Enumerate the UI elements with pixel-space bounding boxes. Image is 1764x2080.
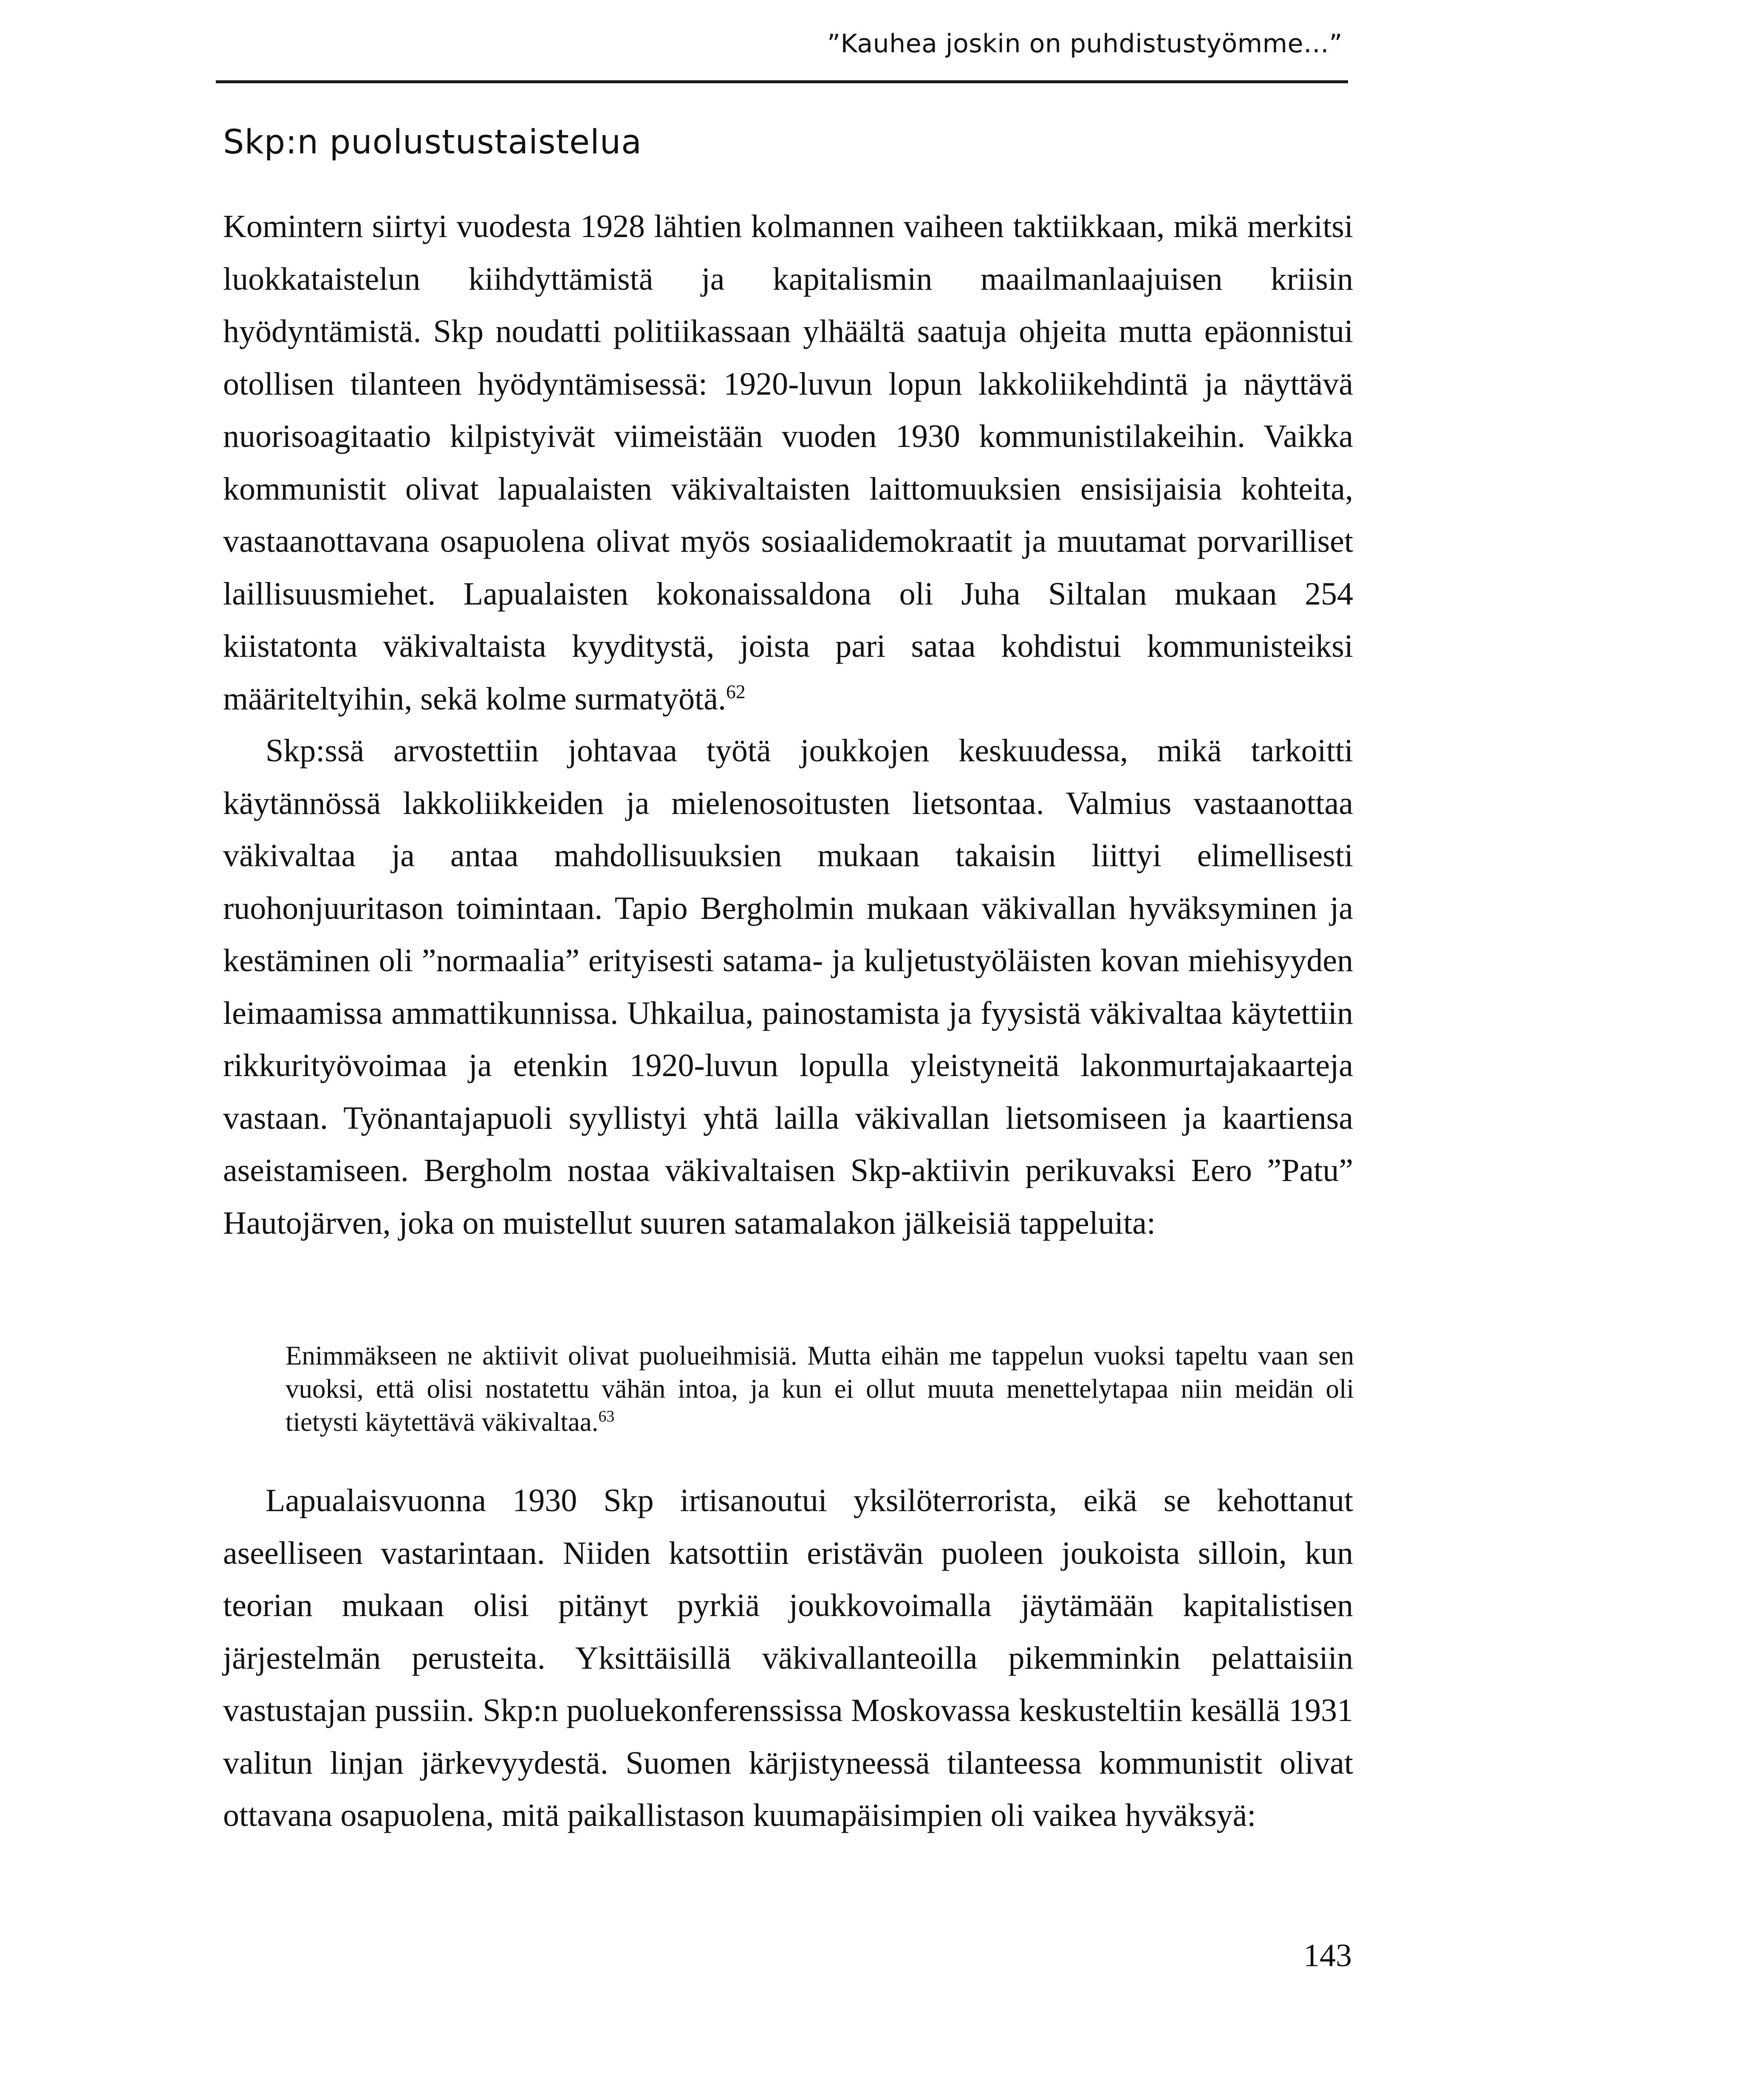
page-number: 143 xyxy=(1303,1938,1352,1973)
paragraph-text: Lapualaisvuonna 1930 Skp irtisanoutui yksilöterrorista, eikä se kehottanut aseelliseen vastarintaan. Niiden katsottiin eristävän puoleen joukoista silloin, kun teorian mukaan olisi pitänyt pyrkiä joukkovoimalla jäytämään kapitalistisen järjestelmän perusteita. Yksittäisillä väkivallanteoilla pikemminkin pelattaisiin vastustajan pussiin. Skp:n puoluekonferenssissa Moskovassa keskusteltiin kesällä 1931 valitun linjan järkevyydestä. Suomen kärjistyneessä tilanteessa kommunistit olivat ottavana osapuolena, mitä paikallistason kuumapäisimpien oli vaikea hyväksyä: xyxy=(223,1483,1353,1833)
footnote-marker: 62 xyxy=(726,681,746,703)
block-quote xyxy=(286,1339,1354,1438)
paragraph-text: Komintern siirtyi vuodesta 1928 lähtien kolmannen vaiheen taktiikkaan, mikä merkitsi luokkataistelun kiihdyttämistä ja kapitalismin maailmanlaajuisen kriisin hyödyntämistä. Skp noudatti politiikassaan ylhäältä saatuja ohjeita mutta epäonnistui otollisen tilanteen hyödyntämisessä: 1920-luvun lopun lakkoliikehdintä ja näyttävä nuorisoagitaatio kilpistyivät viimeistään vuoden 1930 kommunistilakeihin. Vaikka kommunistit olivat lapualaisten väkivaltaisten laittomuuksien ensisijaisia kohteita, vastaanottavana osapuolena olivat myös sosiaalidemokraatit ja muutamat porvarilliset laillisuusmiehet. Lapualaisten kokonaissaldona oli Juha Siltalan mukaan 254 kiistatonta väkivaltaista kyyditystä, joista pari sataa kohdistui kommunisteiksi määriteltyihin, sekä kolme surmatyötä. xyxy=(223,209,1353,717)
body-paragraph xyxy=(223,1475,1353,1842)
running-header: ”Kauhea joskin on puhdistustyömme…” xyxy=(827,29,1343,59)
header-rule xyxy=(216,80,1348,83)
body-paragraph xyxy=(223,725,1353,1249)
paragraph-text: Skp:ssä arvostettiin johtavaa työtä joukkojen keskuudessa, mikä tarkoitti käytännössä lakkoliikkeiden ja mielenosoitusten lietsontaa. Valmius vastaanottaa väkivaltaa ja antaa mahdollisuuksien mukaan takaisin liittyi elimellisesti ruohonjuuritason toimintaan. Tapio Bergholmin mukaan väkivallan hyväksyminen ja kestäminen oli ”normaalia” erityisesti satama- ja kuljetustyöläisten kovan miehisyyden leimaamissa ammattikunnissa. Uhkailua, painostamista ja fyysistä väkivaltaa käytettiin rikkurityövoimaa ja etenkin 1920-luvun lopulla yleistyneitä lakonmurtajakaarteja vastaan. Työnantajapuoli syyllistyi yhtä lailla väkivallan lietsomiseen ja kaartiensa aseistamiseen. Bergholm nostaa väkivaltaisen Skp-aktiivin perikuvaksi Eero ”Patu” Hautojärven, joka on muistellut suuren satamalakon jälkeisiä tappeluita: xyxy=(223,733,1353,1241)
footnote-marker: 63 xyxy=(598,1407,615,1425)
body-paragraph xyxy=(223,201,1353,725)
section-title: Skp:n puolustustaistelua xyxy=(223,123,642,161)
quote-text: Enimmäkseen ne aktiivit olivat puolueihmisiä. Mutta eihän me tappelun vuoksi tapeltu vaan sen vuoksi, että olisi nostatettu vähän intoa, ja kun ei ollut muuta menettelytapaa niin meidän oli tietysti käytettävä väkivaltaa. xyxy=(286,1341,1354,1437)
